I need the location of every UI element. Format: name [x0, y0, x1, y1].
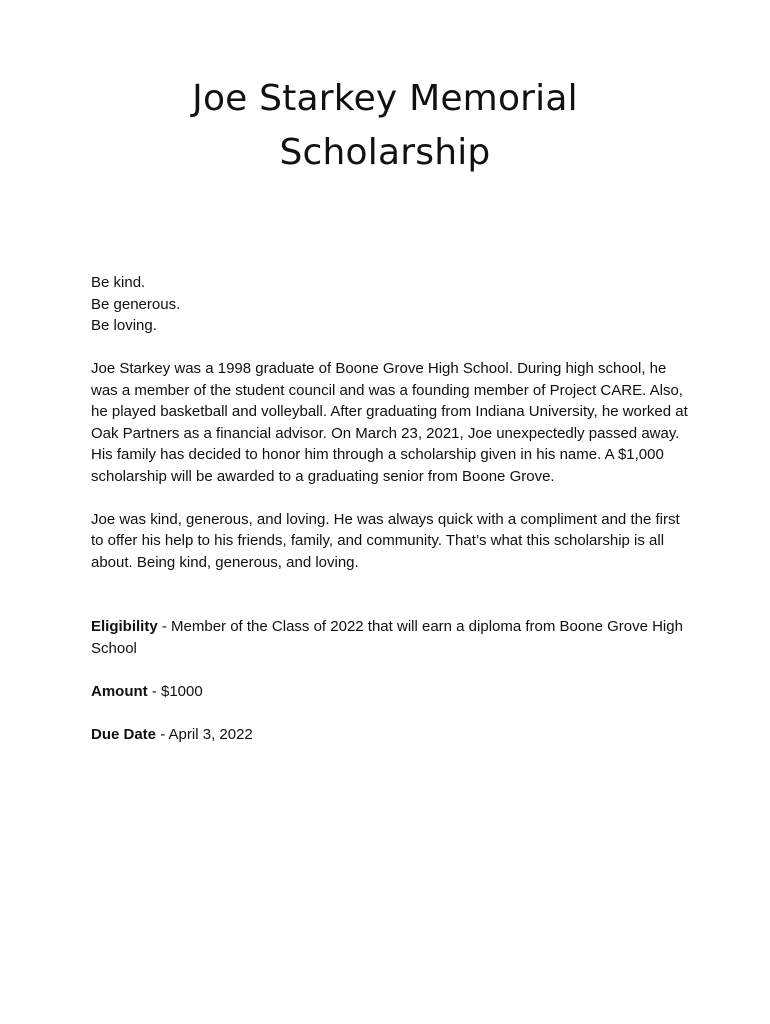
title-line-1: Joe Starkey Memorial — [192, 78, 578, 120]
document-body — [91, 272, 691, 745]
biography-paragraph: Joe Starkey was a 1998 graduate of Boone Grove High School. During high school, he was a member of the student council and was a founding member of Project CARE. Also, he played basketball and volleyball. After graduating from Indiana University, he worked at Oak Partners as a financial advisor. On March 23, 2021, Joe unexpectedly passed away. His family has decided to honor him through a scholarship given in his name. A $1,000 scholarship will be awarded to a graduating senior from Boone Grove. — [91, 360, 688, 485]
motto-line-kind: Be kind. — [91, 274, 146, 291]
amount-label: Amount — [91, 682, 148, 700]
page-title — [0, 72, 770, 180]
due-date-separator: - — [156, 725, 169, 743]
amount-field — [91, 681, 691, 703]
eligibility-value: Member of the Class of 2022 that will earn a diploma from Boone Grove High School — [91, 618, 683, 657]
due-date-field — [91, 724, 691, 746]
due-date-value: April 3, 2022 — [168, 725, 253, 743]
title-line-2: Scholarship — [279, 132, 491, 174]
amount-separator: - — [147, 682, 161, 700]
motto-block — [91, 272, 691, 337]
motto-line-generous: Be generous. — [91, 295, 181, 313]
motto-line-loving: Be loving. — [91, 317, 157, 334]
eligibility-field — [91, 616, 691, 659]
eligibility-label: Eligibility — [91, 618, 158, 635]
eligibility-separator: - — [157, 618, 172, 635]
tribute-paragraph: Joe was kind, generous, and loving. He was always quick with a compliment and the first to offer his help to his friends, family, and community. That’s what this scholarship is all about. Being kind, generous, and loving. — [91, 510, 680, 571]
amount-value: $1000 — [161, 682, 203, 700]
due-date-label: Due Date — [91, 725, 157, 743]
